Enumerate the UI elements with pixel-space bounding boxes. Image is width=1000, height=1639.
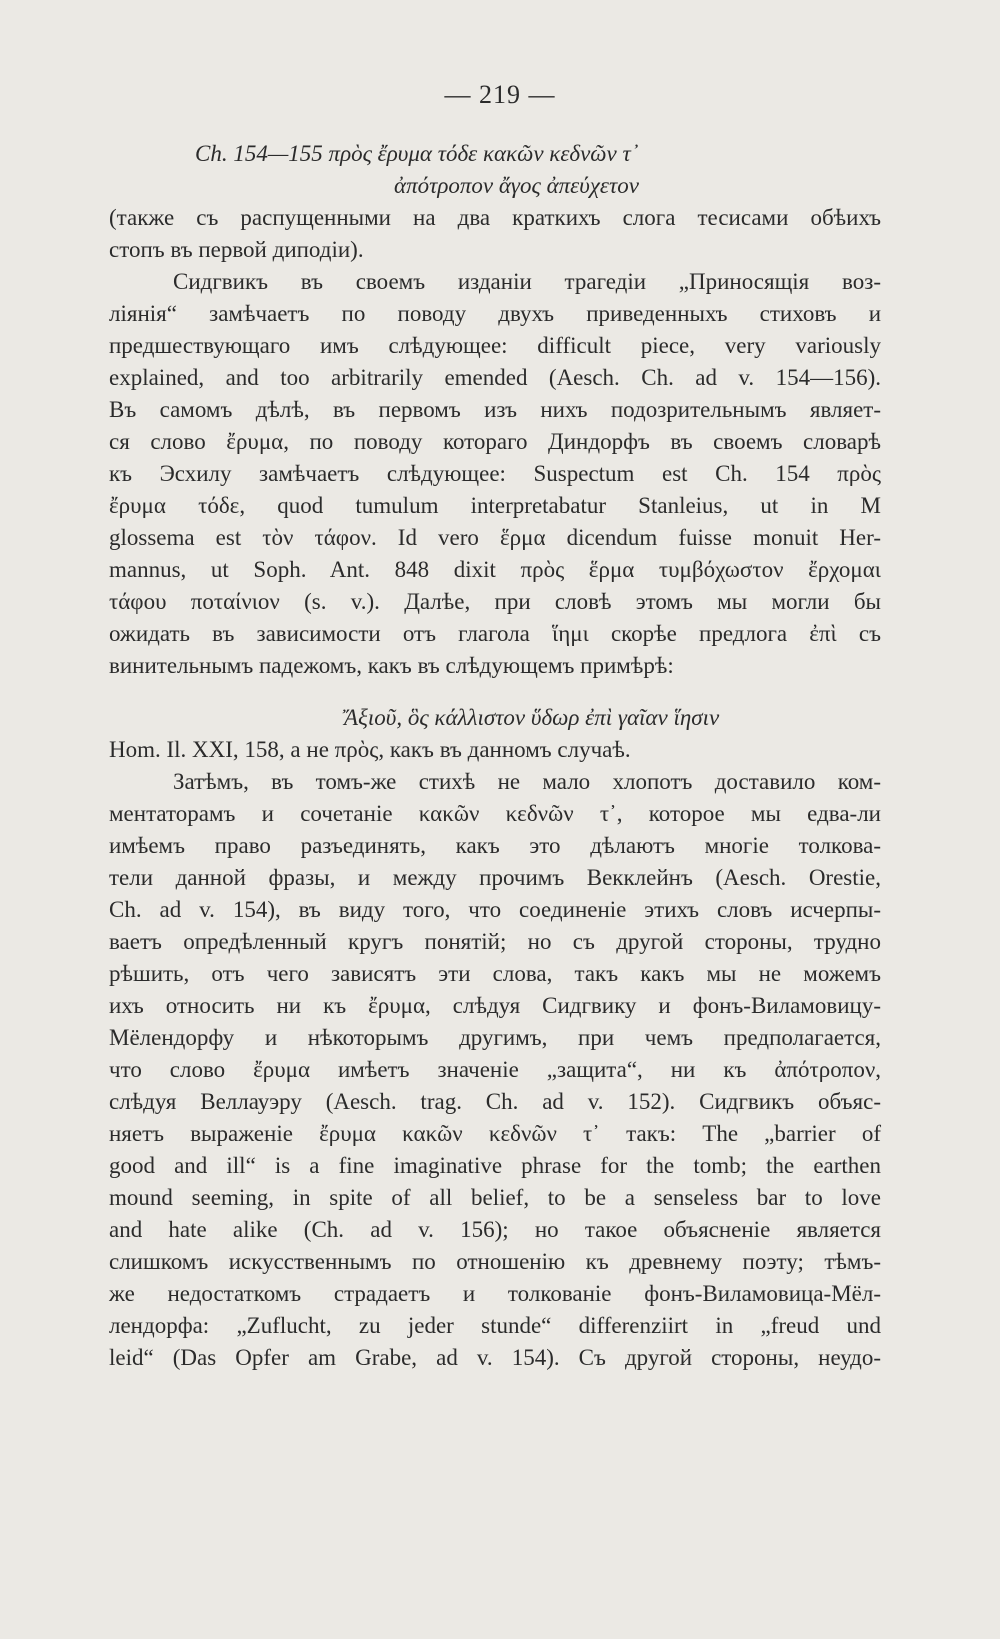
text-line: ся слово ἔρυμα, по поводу котораго Диндорфъ въ своемъ словарѣ: [109, 429, 881, 454]
text-line: ожидать въ зависимости отъ глагола ἵημι скорѣе предлога ἐπὶ съ: [109, 621, 881, 646]
verse-line: Ch. 154—155 πρὸς ἔρυμα τόδε κακῶν κεδνῶν τ᾽: [195, 141, 639, 166]
quoted-verse: Ἄξιοῦ, ὃς κάλλιστον ὕδωρ ἐπὶ γαῖαν ἵησιν: [344, 705, 720, 730]
text-line: Hom. Il. XXI, 158, а не πρὸς, какъ въ данномъ случаѣ.: [109, 737, 631, 762]
body-text: [109, 138, 881, 1374]
text-line: тели данной фразы, и между прочимъ Векклейнъ (Aesch. Orestie,: [109, 865, 881, 890]
text-line: стопъ въ первой диподіи).: [109, 237, 364, 262]
text-line: mannus, ut Soph. Ant. 848 dixit πρὸς ἕρμα τυμβόχωστον ἔρχομαι: [109, 557, 881, 582]
text-line: Затѣмъ, въ томъ-же стихѣ не мало хлопотъ доставило ком-: [173, 769, 881, 794]
text-line: good and ill“ is a fine imaginative phrase for the tomb; the earthen: [109, 1153, 881, 1178]
text-line: слишкомъ искусственнымъ по отношенію къ древнему поэту; тѣмъ-: [109, 1249, 881, 1274]
verse-line: ἀπότροπον ἄγος ἀπεύχετον: [394, 173, 639, 198]
text-line: ментаторамъ и сочетаніе κακῶν κεδνῶν τ᾽, которое мы едва-ли: [109, 801, 881, 826]
text-line: ліянія“ замѣчаетъ по поводу двухъ приведенныхъ стиховъ и: [109, 301, 881, 326]
text-line: τάφου ποταίνιον (s. v.). Далѣе, при словѣ этомъ мы могли бы: [109, 589, 881, 614]
text-line: Мёлендорфу и нѣкоторымъ другимъ, при чемъ предполагается,: [109, 1025, 881, 1050]
text-line: къ Эсхилу замѣчаетъ слѣдующее: Suspectum est Ch. 154 πρὸς: [109, 461, 881, 486]
text-line: Въ самомъ дѣлѣ, въ первомъ изъ нихъ подозрительнымъ являет-: [109, 397, 881, 422]
text-line: рѣшить, отъ чего зависятъ эти слова, такъ какъ мы не можемъ: [109, 961, 881, 986]
text-line: же недостаткомъ страдаетъ и толкованіе фонъ-Виламовица-Мёл-: [109, 1281, 881, 1306]
text-line: винительнымъ падежомъ, какъ въ слѣдующемъ примѣрѣ:: [109, 653, 674, 678]
text-line: что слово ἔρυμα имѣетъ значеніе „защита“, ни къ ἀπότροπον,: [109, 1057, 881, 1082]
text-line: Сидгвикъ въ своемъ изданіи трагедіи „Приносящія воз-: [173, 269, 881, 294]
text-line: explained, and too arbitrarily emended (Aesch. Ch. ad v. 154—156).: [109, 365, 881, 390]
text-line: (также съ распущенными на два краткихъ слога тесисами обѣихъ: [109, 205, 881, 230]
text-line: имѣемъ право разъединять, какъ это дѣлаютъ многіе толкова-: [109, 833, 881, 858]
text-line: ихъ относить ни къ ἔρυμα, слѣдуя Сидгвику и фонъ-Виламовицу-: [109, 993, 881, 1018]
text-line: слѣдуя Веллауэру (Aesch. trag. Ch. ad v. 152). Сидгвикъ объяс-: [109, 1089, 881, 1114]
text-line: ἔρυμα τόδε, quod tumulum interpretabatur Stanleius, ut in M: [109, 493, 881, 518]
text-line: Ch. ad v. 154), въ виду того, что соединеніе этихъ словъ исчерпы-: [109, 897, 881, 922]
text-line: glossema est τὸν τάφον. Id vero ἕρμα dicendum fuisse monuit Her-: [109, 525, 881, 550]
text-line: ваетъ опредѣленный кругъ понятій; но съ другой стороны, трудно: [109, 929, 881, 954]
text-line: лендорфа: „Zuflucht, zu jeder stunde“ differenziirt in „freud und: [109, 1313, 881, 1338]
text-line: and hate alike (Ch. ad v. 156); но такое объясненіе является: [109, 1217, 881, 1242]
text-line: предшествующаго имъ слѣдующее: difficult piece, very variously: [109, 333, 881, 358]
text-line: mound seeming, in spite of all belief, to be a senseless bar to love: [109, 1185, 881, 1210]
page-number: — 219 —: [444, 80, 556, 109]
text-line: няетъ выраженіе ἔρυμα κακῶν κεδνῶν τ᾽ такъ: The „barrier of: [109, 1121, 881, 1146]
text-line: leid“ (Das Opfer am Grabe, ad v. 154). Съ другой стороны, неудо-: [109, 1345, 881, 1370]
